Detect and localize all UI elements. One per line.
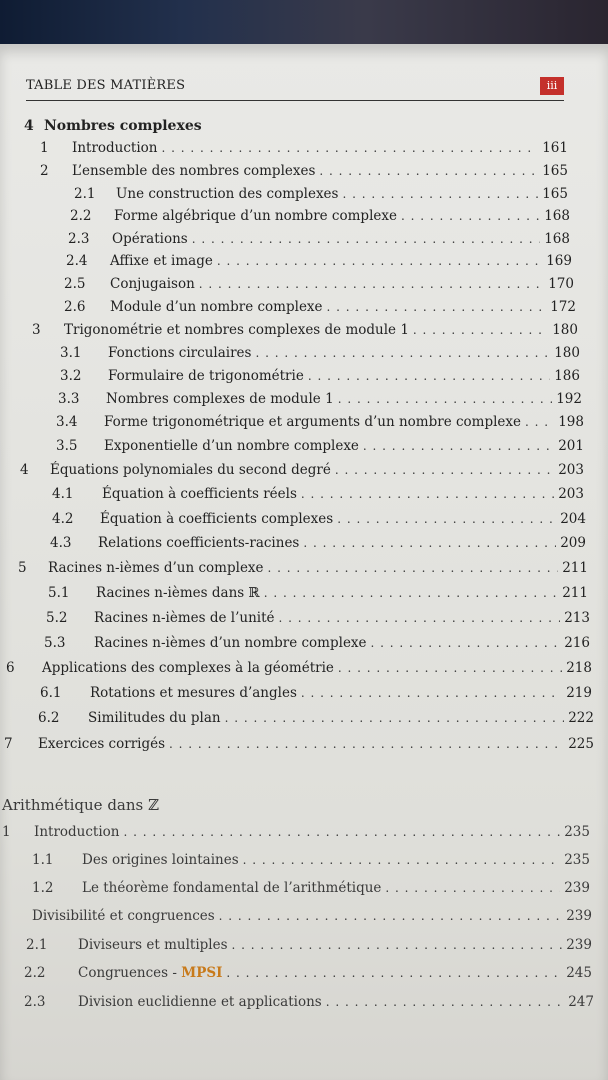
toc-entry-number: 4.2 <box>52 511 74 527</box>
toc-entry-page: 219 <box>566 685 592 701</box>
toc-entry-page: 239 <box>564 880 590 896</box>
dot-leader <box>279 611 561 625</box>
dot-leader <box>217 254 542 268</box>
dot-leader <box>337 512 556 526</box>
toc-entry-number: 7 <box>4 736 13 752</box>
toc-entry-page: 186 <box>554 368 580 384</box>
toc-entry-number: 5.1 <box>48 585 70 601</box>
toc-entry <box>6 660 592 680</box>
toc-entry-title <box>94 610 279 626</box>
toc-entry <box>18 560 588 580</box>
toc-entry-page: 211 <box>562 585 588 601</box>
toc-entry-page: 225 <box>568 736 594 752</box>
toc-entry-page: 213 <box>564 610 590 626</box>
toc-entry <box>66 253 572 273</box>
dot-leader <box>413 323 548 337</box>
toc-entry-number: 1.2 <box>32 880 54 896</box>
toc-entry-title <box>114 208 401 224</box>
toc-entry-page: 201 <box>558 438 584 454</box>
toc-entry <box>32 322 578 342</box>
toc-entry-title <box>104 414 525 430</box>
dot-leader <box>319 164 538 178</box>
toc-entry-title-text: Forme algébrique d’un nombre complexe <box>114 208 397 224</box>
toc-entry <box>24 994 594 1014</box>
toc-entry <box>20 462 584 482</box>
toc-entry-page: 161 <box>542 140 568 156</box>
dot-leader <box>338 392 553 406</box>
toc-entry-page: 168 <box>544 231 570 247</box>
toc-entry <box>48 585 588 605</box>
toc-entry-page: 170 <box>548 276 574 292</box>
dot-leader <box>308 369 550 383</box>
toc-entry-page: 211 <box>562 560 588 576</box>
toc-entry-number: 6.1 <box>40 685 62 701</box>
dot-leader <box>385 881 560 895</box>
toc-entry-number: 2.6 <box>64 299 86 315</box>
toc-entry <box>2 908 592 928</box>
toc-entry-number: 6.2 <box>38 710 60 726</box>
dot-leader <box>338 661 562 675</box>
toc-entry-title-text: Équations polynomiales du second degré <box>50 462 331 478</box>
toc-entry-title <box>110 299 327 315</box>
toc-entry-page: 218 <box>566 660 592 676</box>
toc-entry-page: 245 <box>566 965 592 981</box>
chapter-title: Arithmétique dans ℤ <box>2 796 159 814</box>
toc-entry <box>4 736 594 756</box>
toc-entry-number: 2.4 <box>66 253 88 269</box>
toc-entry-page: 203 <box>558 486 584 502</box>
toc-entry-title <box>108 345 255 361</box>
toc-entry-title <box>78 965 226 981</box>
toc-entry-title <box>32 908 219 924</box>
toc-entry <box>56 414 584 434</box>
toc-entry-number: 3.1 <box>60 345 82 361</box>
toc-entry <box>64 276 574 296</box>
toc-entry-number: 2.5 <box>64 276 86 292</box>
toc-entry-title-text: L’ensemble des nombres complexes <box>72 163 316 179</box>
dot-leader <box>363 439 554 453</box>
chapter-heading <box>2 796 562 816</box>
toc-entry-number: 5 <box>18 560 27 576</box>
mpsi-tag: MPSI <box>181 965 223 981</box>
header-title: TABLE DES MATIÈRES <box>26 78 186 93</box>
dot-leader <box>326 995 565 1009</box>
toc-entry-page: 192 <box>556 391 582 407</box>
toc-entry-number: 2.1 <box>74 186 96 202</box>
toc-entry-title <box>82 880 385 896</box>
toc-entry-number: 2.3 <box>24 994 46 1010</box>
toc-entry-title <box>78 937 232 953</box>
toc-entry-number: 2 <box>40 163 49 179</box>
toc-entry-page: 165 <box>542 186 568 202</box>
toc-entry-title <box>38 736 169 752</box>
toc-entry-title-text: Équation à coefficients réels <box>102 486 297 502</box>
toc-entry-page: 165 <box>542 163 568 179</box>
toc-entry <box>64 299 576 319</box>
toc-entry-title <box>72 163 319 179</box>
dot-leader <box>232 938 563 952</box>
toc-entry-number: 5.3 <box>44 635 66 651</box>
toc-entry-title-text: Diviseurs et multiples <box>78 937 228 953</box>
toc-entry-number: 2.2 <box>24 965 46 981</box>
toc-entry <box>44 635 590 655</box>
toc-entry-page: 209 <box>560 535 586 551</box>
dot-leader <box>401 209 540 223</box>
toc-entry-title <box>104 438 363 454</box>
toc-entry-title <box>34 824 124 840</box>
dot-leader <box>225 711 565 725</box>
toc-entry-title <box>112 231 192 247</box>
dot-leader <box>525 415 554 429</box>
toc-entry-title <box>96 585 264 601</box>
toc-entry-title <box>82 852 243 868</box>
toc-entry-title <box>50 462 335 478</box>
toc-entry <box>68 231 570 251</box>
dot-leader <box>199 277 544 291</box>
toc-entry-page: 222 <box>568 710 594 726</box>
toc-entry-title-text: Racines n-ièmes dans ℝ <box>96 585 260 601</box>
toc-entry-title-text: Exercices corrigés <box>38 736 166 752</box>
toc-entry-title-text: Équation à coefficients complexes <box>100 511 334 527</box>
toc-entry-title-text: Module d’un nombre complexe <box>110 299 323 315</box>
dot-leader <box>327 300 547 314</box>
toc-entry-title-text: Racines n-ièmes d’un complexe <box>48 560 264 576</box>
toc-entry-page: 216 <box>564 635 590 651</box>
toc-entry-title <box>64 322 413 338</box>
toc-entry <box>74 186 568 206</box>
toc-entry-page: 198 <box>558 414 584 430</box>
toc-entry-title <box>102 486 301 502</box>
toc-entry-title <box>110 276 199 292</box>
toc-entry-title-text: Racines n-ièmes d’un nombre complexe <box>94 635 367 651</box>
toc-entry-title <box>88 710 225 726</box>
dot-leader <box>303 536 556 550</box>
toc-entry-page: 169 <box>546 253 572 269</box>
toc-entry-title-text: Division euclidienne et applications <box>78 994 322 1010</box>
toc-entry <box>50 535 586 555</box>
dot-leader <box>301 487 554 501</box>
toc-entry-page: 168 <box>544 208 570 224</box>
toc-entry-title-text: Forme trigonométrique et arguments d’un nombre complexe <box>104 414 522 430</box>
toc-entry-title-text: Une construction des complexes <box>116 186 339 202</box>
toc-entry-title-text: Relations coefficients-racines <box>98 535 300 551</box>
dot-leader <box>371 636 561 650</box>
toc-entry-number: 2.3 <box>68 231 90 247</box>
dot-leader <box>243 853 561 867</box>
chapter-heading <box>24 118 564 138</box>
toc-entry <box>58 391 582 411</box>
toc-entry <box>56 438 584 458</box>
dot-leader <box>124 825 561 839</box>
toc-entry <box>32 880 590 900</box>
toc-entry-page: 203 <box>558 462 584 478</box>
toc-entry-title-text: Rotations et mesures d’angles <box>90 685 297 701</box>
toc-entry-number: 4 <box>20 462 29 478</box>
running-header <box>26 78 564 101</box>
toc-entry <box>52 511 586 531</box>
toc-entry-number: 3.4 <box>56 414 78 430</box>
toc-entry-title-text: Similitudes du plan <box>88 710 221 726</box>
toc-entry-page: 235 <box>564 852 590 868</box>
toc-entry-page: 172 <box>550 299 576 315</box>
toc-entry-title-text: Introduction <box>34 824 120 840</box>
dot-leader <box>169 737 564 751</box>
chapter-number: 4 <box>24 118 34 134</box>
toc-entry-title-text: Formulaire de trigonométrie <box>108 368 304 384</box>
toc-entry-number: 5.2 <box>46 610 68 626</box>
toc-entry-number: 1 <box>2 824 11 840</box>
toc-entry-title-text: Congruences - <box>78 965 182 981</box>
toc-entry-number: 1.1 <box>32 852 54 868</box>
toc-entry-title-text: Des origines lointaines <box>82 852 239 868</box>
dot-leader <box>264 586 559 600</box>
dot-leader <box>335 463 554 477</box>
dot-leader <box>268 561 559 575</box>
page-number-badge: iii <box>540 77 564 95</box>
toc-entry-title <box>42 660 338 676</box>
toc-entry-number: 1 <box>40 140 49 156</box>
toc-entry-page: 235 <box>564 824 590 840</box>
toc-entry-title-text: Conjugaison <box>110 276 195 292</box>
dot-leader <box>301 686 562 700</box>
toc-entry-number: 3.3 <box>58 391 80 407</box>
toc-entry-number: 2.2 <box>70 208 92 224</box>
toc-entry-page: 180 <box>552 322 578 338</box>
toc-entry-number: 2.1 <box>26 937 48 953</box>
toc-entry-title <box>98 535 303 551</box>
toc-entry-title-text: Trigonométrie et nombres complexes de module 1 <box>64 322 409 338</box>
toc-entry-title-text: Le théorème fondamental de l’arithmétique <box>82 880 382 896</box>
toc-entry-title <box>100 511 337 527</box>
toc-entry <box>52 486 584 506</box>
toc-entry-number: 3.2 <box>60 368 82 384</box>
chapter-title: Nombres complexes <box>44 118 202 134</box>
toc-entry <box>2 824 590 844</box>
toc-entry-title-text: Exponentielle d’un nombre complexe <box>104 438 359 454</box>
toc-entry-title <box>78 994 326 1010</box>
toc-entry-title-text: Nombres complexes de module 1 <box>106 391 334 407</box>
toc-entry <box>40 685 592 705</box>
toc-entry <box>40 163 568 183</box>
toc-entry-title-text: Opérations <box>112 231 188 247</box>
dot-leader <box>219 909 563 923</box>
toc-entry-title <box>116 186 342 202</box>
toc-entry <box>26 937 592 957</box>
toc-entry <box>46 610 590 630</box>
toc-entry-title <box>94 635 371 651</box>
toc-entry <box>40 140 568 160</box>
toc-entry-title-text: Introduction <box>72 140 158 156</box>
toc-entry <box>32 852 590 872</box>
toc-entry-number: 6 <box>6 660 15 676</box>
dot-leader <box>192 232 541 246</box>
toc-entry-number: 3.5 <box>56 438 78 454</box>
toc-entry-title-text: Racines n-ièmes de l’unité <box>94 610 275 626</box>
dot-leader <box>255 346 550 360</box>
toc-entry-title <box>48 560 268 576</box>
toc-entry-page: 204 <box>560 511 586 527</box>
toc-entry-title <box>90 685 301 701</box>
toc-entry-title-text: Affixe et image <box>110 253 213 269</box>
book-page <box>0 44 608 1080</box>
toc-entry <box>60 368 580 388</box>
toc-entry <box>70 208 570 228</box>
toc-entry-title <box>106 391 338 407</box>
dot-leader <box>226 966 562 980</box>
toc-entry-title-text: Fonctions circulaires <box>108 345 252 361</box>
toc-entry <box>24 965 592 985</box>
toc-entry-page: 180 <box>554 345 580 361</box>
toc-entry-title <box>72 140 162 156</box>
dot-leader <box>162 141 539 155</box>
toc-entry-number: 4.3 <box>50 535 72 551</box>
toc-entry-page: 247 <box>568 994 594 1010</box>
dot-leader <box>342 187 538 201</box>
toc-entry <box>60 345 580 365</box>
toc-entry <box>38 710 594 730</box>
toc-entry-page: 239 <box>566 908 592 924</box>
toc-entry-title-text: Applications des complexes à la géométrie <box>42 660 334 676</box>
toc-entry-page: 239 <box>566 937 592 953</box>
toc-entry-title <box>108 368 308 384</box>
toc-entry-number: 4.1 <box>52 486 74 502</box>
toc-entry-number: 3 <box>32 322 41 338</box>
toc-entry-title <box>110 253 217 269</box>
toc-entry-title-text: Divisibilité et congruences <box>32 908 215 924</box>
